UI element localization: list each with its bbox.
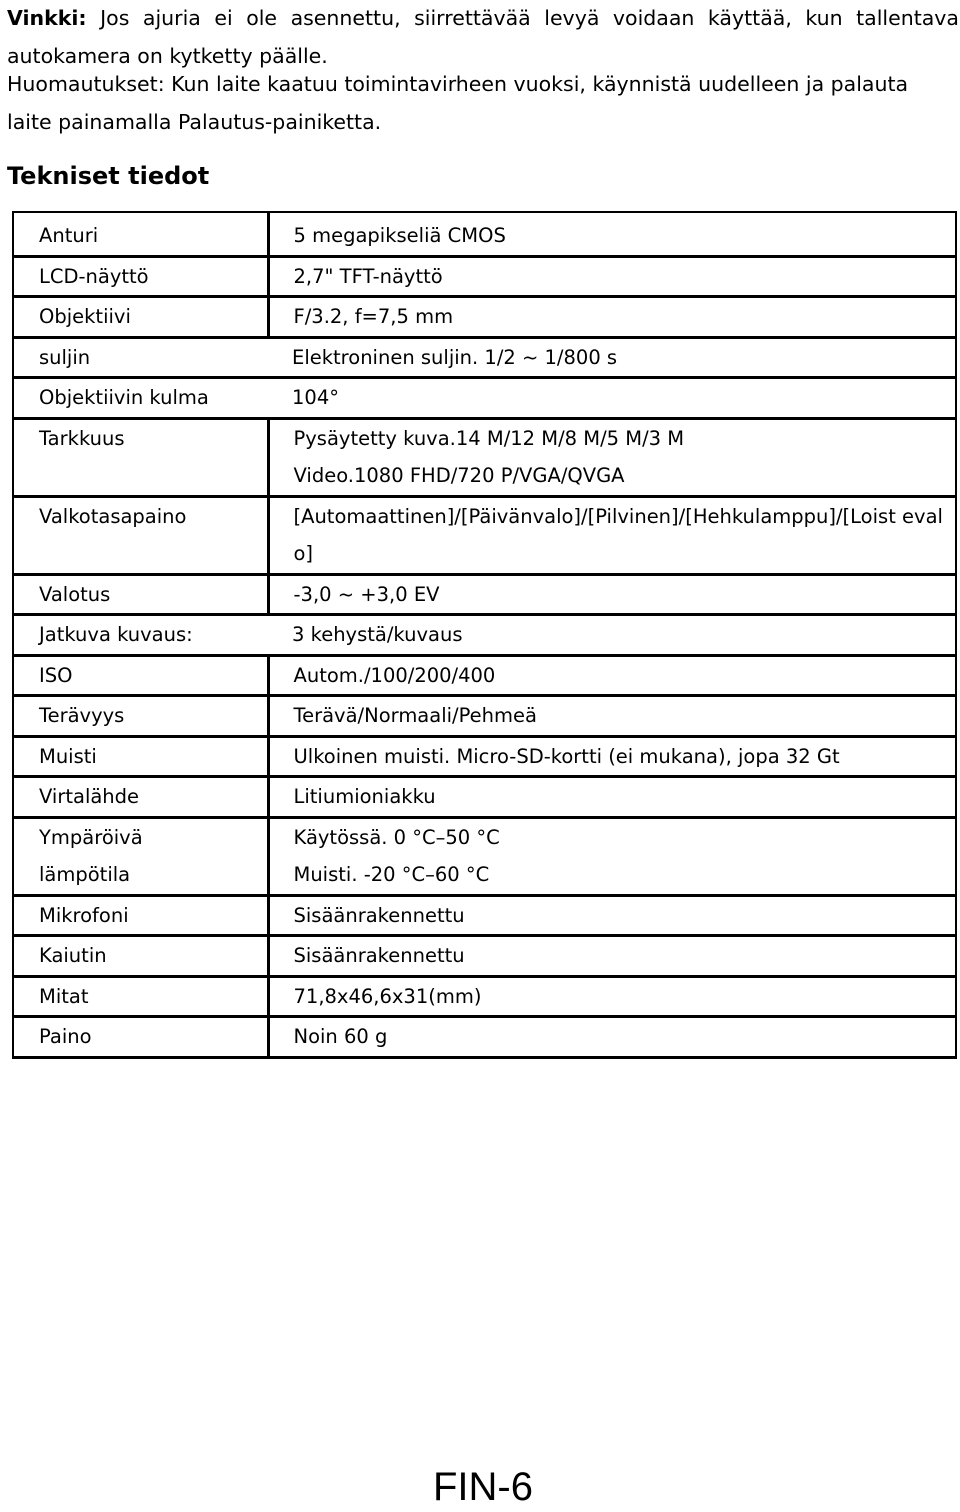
spec-row-virtalahde xyxy=(13,777,956,818)
tip-paragraph xyxy=(7,0,959,75)
spec-row-valotus xyxy=(13,574,956,615)
spec-key: Jatkuva kuvaus: xyxy=(13,615,268,656)
spec-row-mikrofoni xyxy=(13,895,956,936)
spec-key: LCD-näyttö xyxy=(13,256,268,297)
spec-value xyxy=(268,418,956,496)
spec-value: Elektroninen suljin. 1/2 ~ 1/800 s xyxy=(268,337,956,378)
spec-value-line: Pysäytetty kuva.14 M/12 M/8 M/5 M/3 M xyxy=(293,426,685,450)
spec-key: Mitat xyxy=(13,976,268,1017)
spec-value: Terävä/Normaali/Pehmeä xyxy=(268,696,956,737)
spec-row-iso xyxy=(13,655,956,696)
spec-value: 2,7" TFT-näyttö xyxy=(268,256,956,297)
spec-value: Ulkoinen muisti. Micro-SD-kortti (ei mukana), jopa 32 Gt xyxy=(268,736,956,777)
spec-value: 104° xyxy=(268,378,956,419)
spec-key: Virtalähde xyxy=(13,777,268,818)
spec-value-line: Käytössä. 0 °C–50 °C xyxy=(293,825,500,849)
spec-key: Terävyys xyxy=(13,696,268,737)
spec-value xyxy=(268,817,956,895)
spec-key: Kaiutin xyxy=(13,936,268,977)
spec-row-jatkuva xyxy=(13,615,956,656)
spec-table xyxy=(12,211,957,1059)
section-title: Tekniset tiedot xyxy=(7,162,210,190)
spec-value: Autom./100/200/400 xyxy=(268,655,956,696)
spec-row-lcd xyxy=(13,256,956,297)
spec-row-kaiutin xyxy=(13,936,956,977)
spec-key: Valotus xyxy=(13,574,268,615)
spec-value: Noin 60 g xyxy=(268,1017,956,1058)
tip-label: Vinkki: xyxy=(7,6,87,30)
spec-row-anturi xyxy=(13,212,956,256)
tip-text: Jos ajuria ei ole asennettu, siirrettävää levyä voidaan käyttää, kun tallentava autokamera on kytketty päälle. xyxy=(7,6,959,68)
spec-key: Anturi xyxy=(13,212,268,256)
spec-row-paino xyxy=(13,1017,956,1058)
page-number xyxy=(0,1462,960,1512)
spec-value-line: Muisti. -20 °C–60 °C xyxy=(293,863,490,886)
spec-value: 5 megapikseliä CMOS xyxy=(268,212,956,256)
spec-key: Mikrofoni xyxy=(13,895,268,936)
spec-row-kulma xyxy=(13,378,956,419)
spec-key: suljin xyxy=(13,337,268,378)
spec-value: F/3.2, f=7,5 mm xyxy=(268,297,956,338)
spec-row-objektiivi xyxy=(13,297,956,338)
spec-value: [Automaattinen]/[Päivänvalo]/[Pilvinen]/[Hehkulamppu]/[Loist evalo] xyxy=(268,496,956,574)
spec-row-suljin xyxy=(13,337,956,378)
spec-key: Objektiivin kulma xyxy=(13,378,268,419)
spec-value: Sisäänrakennettu xyxy=(268,936,956,977)
spec-key: Valkotasapaino xyxy=(13,496,268,574)
spec-value: -3,0 ~ +3,0 EV xyxy=(268,574,956,615)
spec-key xyxy=(13,817,268,895)
spec-row-valkotasapaino xyxy=(13,496,956,574)
page-number-text: FIN-6 xyxy=(433,1465,533,1509)
note-paragraph: Huomautukset: Kun laite kaatuu toimintavirheen vuoksi, käynnistä uudelleen ja palauta laite painamalla Palautus-painiketta. xyxy=(7,72,909,134)
spec-value: 71,8x46,6x31(mm) xyxy=(268,976,956,1017)
spec-value-line: Video.1080 FHD/720 P/VGA/QVGA xyxy=(293,464,625,487)
spec-row-tarkkuus xyxy=(13,418,956,496)
spec-row-lampotila xyxy=(13,817,956,895)
spec-key: Muisti xyxy=(13,736,268,777)
spec-value: Sisäänrakennettu xyxy=(268,895,956,936)
spec-row-muisti xyxy=(13,736,956,777)
spec-key: Tarkkuus xyxy=(13,418,268,496)
spec-key-line: lämpötila xyxy=(39,863,131,886)
spec-key: ISO xyxy=(13,655,268,696)
spec-key: Paino xyxy=(13,1017,268,1058)
spec-key-line: Ympäröivä xyxy=(39,825,143,849)
spec-row-teravyys xyxy=(13,696,956,737)
spec-row-mitat xyxy=(13,976,956,1017)
spec-key: Objektiivi xyxy=(13,297,268,338)
spec-value: Litiumioniakku xyxy=(268,777,956,818)
spec-value: 3 kehystä/kuvaus xyxy=(268,615,956,656)
